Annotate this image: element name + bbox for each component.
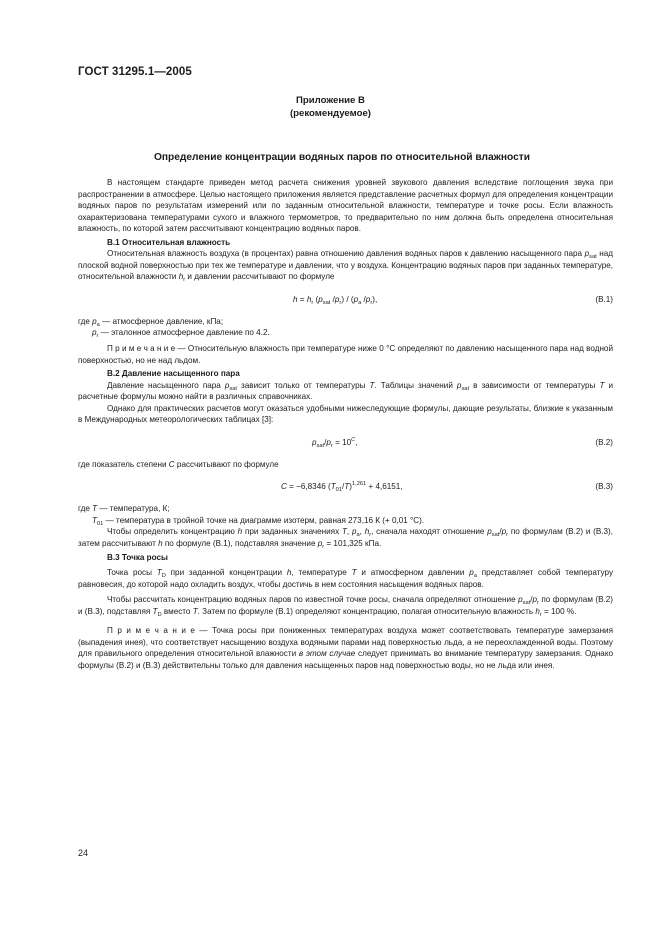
formula-b3: C = −6,8346 $(T_{01}/T)^{1,261} + 4,6151$, (В.3): [281, 481, 613, 494]
section-b1-paragraph: Относительная влажность воздуха (в процентах) равна отношению давления водяных паров к давлению насыщенного пара $p_{sat}$ над плоской водной поверхностью при тех же температуре и давлении, что у воздуха. Концентрацию водяных паров при заданных температуре, относительной влажности $h_r$ и давлении рассчитывают по формуле: [78, 249, 613, 284]
where-pr: $p_r$ — эталонное атмосферное давление по 4.2.: [92, 328, 270, 340]
section-b1-heading: В.1 Относительная влажность: [107, 237, 231, 247]
section-b3-paragraph-2: Чтобы рассчитать концентрацию водяных паров по известной точке росы, сначала определяют отношение $p_{sat}/p_r$ по формулам (В.2) и (В.3), подставляя $T_D$ вместо T. Затем по формуле (В.1) определяют концентрацию, полагая относительную влажность $h_r = 100$ %.: [78, 595, 613, 618]
annex-status: (рекомендуемое): [289, 108, 371, 119]
formula-b3-number: (В.3): [595, 482, 613, 492]
formula-b2: $p_{sat}/p_r = 10^C$, (В.2): [312, 436, 613, 449]
section-b2-paragraph-3: Чтобы определить концентрацию h при заданных значениях T, $p_a$, $h_r$, сначала находят отношение $p_{sat}/p_r$ по формулам (В.2) и (В.3), затем рассчитывают h по формуле (В.1), подставляя значение $p_r = 101,325$ кПа.: [78, 527, 614, 551]
where-t: где T — температура, К;: [78, 504, 170, 514]
note-b1: П р и м е ч а н и е — Относительную влажность при температуре ниже 0 °С определяют по давлению насыщенного пара над водной поверхностью, но не над льдом.: [78, 344, 613, 365]
page-number: 24: [78, 848, 89, 858]
formula-b2-number: (В.2): [595, 437, 613, 447]
intro-paragraph: В настоящем стандарте приведен метод расчета снижения уровней звукового давления вследствие поглощения звука при распространении в атмосфере. Целью настоящего приложения является представление расчетных формул для определения концентрации водяных паров по результатам измерений или по заданным относительной влажности, температуре и точке росы. Если влажность охарактеризована температурами сухого и влажного термометров, то предварительно по ним должна быть определена относительная влажность, по которой затем рассчитывают концентрацию водяных паров.: [78, 178, 613, 234]
formula-b1-number: (В.1): [595, 294, 613, 304]
section-b2-heading: В.2 Давление насыщенного пара: [107, 369, 240, 379]
note-b3: П р и м е ч а н и е — Точка росы при пониженных температурах воздуха может соответствовать температуре замерзания (выпадения инея), что соответствует насыщению воздуха водяными парами над поверхностью льда, а не переохлажденной воды. Поэтому для правильного определения относительной влажности в этом случае следует принимать во внимание температуру замерзания. Однако формулы (В.2) и (В.3) действительны только для давления насыщенных паров над поверхностью воды, но не льда или инея.: [78, 626, 613, 670]
section-b3-paragraph-1: Точка росы $T_D$ при заданной концентрации h, температуре T и атмосферном давлении $p_a$ представляет собой температуру равновесия, до которой надо охладить воздух, чтобы достичь в нем состояния насыщения водяных паров.: [78, 568, 614, 589]
section-b2-paragraph-2: Однако для практических расчетов могут оказаться удобными нижеследующие формулы, дающие результаты, близкие к указанным в Международных метеорологических таблицах [3]:: [78, 403, 613, 425]
section-b2-paragraph-1: Давление насыщенного пара $p_{sat}$ зависит только от температуры T. Таблицы значений $p_{sat}$ в зависимости от температуры T и расчетные формулы можно найти в различных справочниках.: [78, 380, 613, 402]
where-pa: где $p_a$ — атмосферное давление, кПа;: [78, 316, 224, 328]
section-b3-heading: В.3 Точка росы: [107, 552, 168, 562]
where-exponent: где показатель степени C рассчитывают по формуле: [78, 459, 279, 469]
annex-heading: [0, 94, 661, 120]
document-title: Определение концентрации водяных паров по относительной влажности: [153, 152, 531, 163]
where-t01: $T_{01}$ — температура в тройной точке на диаграмме изотерм, равная 273,16 К (+ 0,01 °С).: [92, 515, 425, 527]
standard-designation: ГОСТ 31295.1—2005: [78, 66, 192, 78]
annex-title: Приложение В: [296, 95, 365, 106]
document-body: [78, 177, 613, 672]
formula-b1: $h = h_r$ ($p_{sat}$ $/p_r) / (p_a$ $/p_r$), (В.1): [293, 294, 613, 306]
